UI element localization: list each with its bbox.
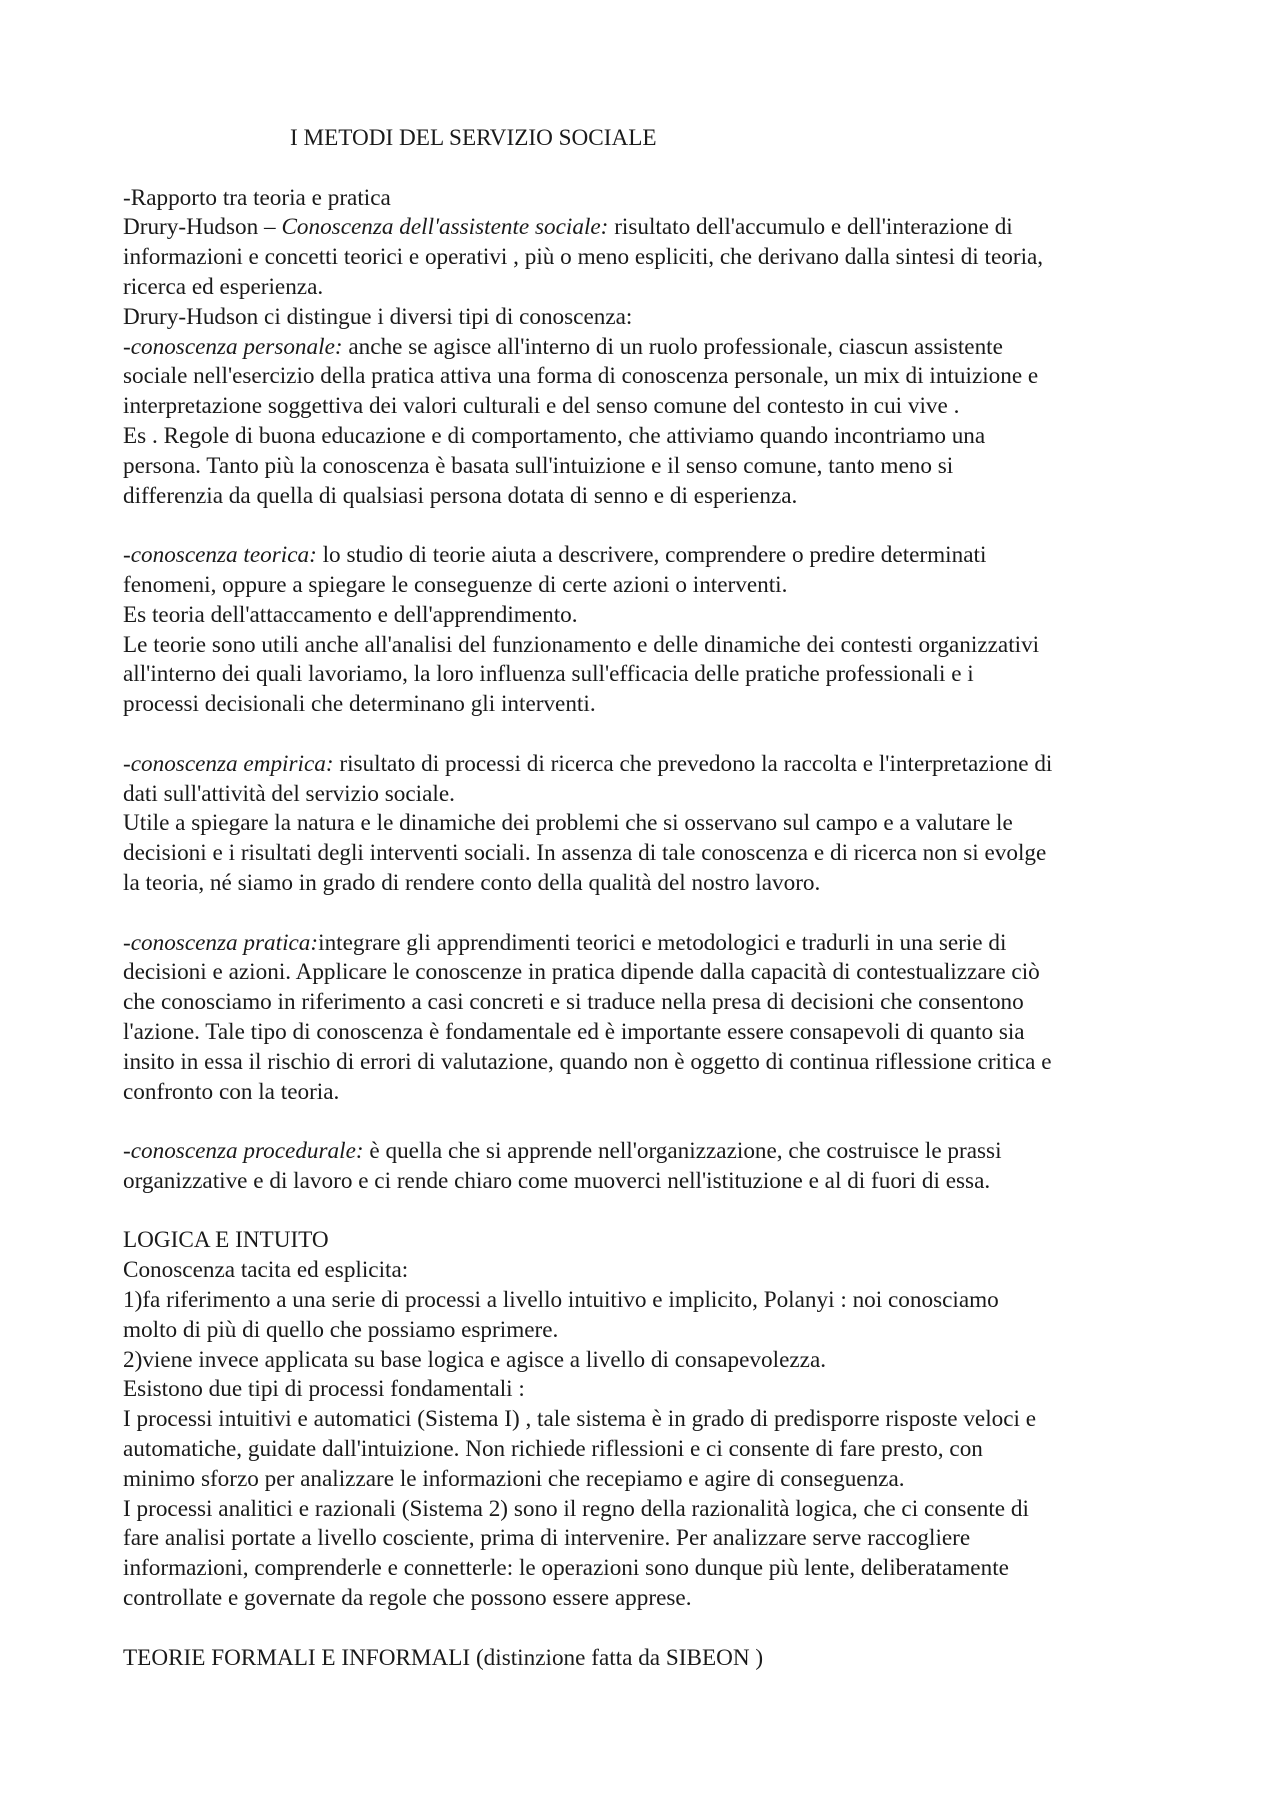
paragraph-line: persona. Tanto più la conoscenza è basata sull'intuizione e il senso comune, tanto meno si [123, 452, 954, 479]
blank-line [123, 1197, 1183, 1227]
term-conoscenza-pratica: -conoscenza pratica: [123, 929, 319, 956]
section-heading-rapporto: -Rapporto tra teoria e pratica [123, 184, 391, 211]
paragraph-line: insito in essa il rischio di errori di valutazione, quando non è oggetto di continua riflessione critica e [123, 1048, 1052, 1075]
paragraph-line: Esistono due tipi di processi fondamentali : [123, 1376, 525, 1403]
paragraph-line: Conoscenza tacita ed esplicita: [123, 1257, 409, 1284]
paragraph-line: che conosciamo in riferimento a casi concreti e si traduce nella presa di decisioni che consentono [123, 989, 1024, 1016]
definition-line [123, 213, 1183, 243]
paragraph-line: all'interno dei quali lavoriamo, la loro influenza sull'efficacia delle pratiche professionali e i [123, 661, 974, 688]
definition-author: Drury-Hudson – [123, 214, 282, 241]
paragraph-line: informazioni, comprenderle e connetterle: le operazioni sono dunque più lente, deliberatamente [123, 1555, 1009, 1582]
paragraph-line: confronto con la teoria. [123, 1078, 340, 1105]
paragraph-line: minimo sforzo per analizzare le informazioni che recepiamo e agire di conseguenza. [123, 1465, 905, 1492]
paragraph-text: anche se agisce all'interno di un ruolo professionale, ciascun assistente [342, 333, 1003, 360]
term-conoscenza-empirica: -conoscenza empirica: [123, 750, 334, 777]
paragraph-line: molto di più di quello che possiamo esprimere. [123, 1316, 559, 1343]
paragraph-text: lo studio di teorie aiuta a descrivere, comprendere o predire determinati [316, 542, 987, 569]
term-conoscenza-personale: -conoscenza personale: [123, 333, 343, 360]
paragraph-line: organizzative e di lavoro e ci rende chiaro come muoverci nell'istituzione e al di fuori di essa. [123, 1167, 991, 1194]
blank-line [123, 899, 1183, 929]
paragraph-line: I processi analitici e razionali (Sistema 2) sono il regno della razionalità logica, che ci consente di [123, 1495, 1029, 1522]
blank-line [123, 1614, 1183, 1644]
paragraph-line: Le teorie sono utili anche all'analisi del funzionamento e delle dinamiche dei contesti organizzativi [123, 631, 1040, 658]
paragraph-text: integrare gli apprendimenti teorici e metodologici e tradurli in una serie di [318, 929, 1007, 956]
conoscenza-teorica-line [123, 541, 1183, 571]
paragraph-line: ricerca ed esperienza. [123, 273, 324, 300]
definition-term: Conoscenza dell'assistente sociale: [281, 214, 609, 241]
paragraph-text: è quella che si apprende nell'organizzazione, che costruisce le prassi [363, 1138, 1002, 1165]
paragraph-line: decisioni e azioni. Applicare le conoscenze in pratica dipende dalla capacità di contestualizzare ciò [123, 959, 1040, 986]
paragraph-line: 1)fa riferimento a una serie di processi a livello intuitivo e implicito, Polanyi : noi conosciamo [123, 1287, 999, 1314]
paragraph-line: dati sull'attività del servizio sociale. [123, 780, 455, 807]
paragraph-line: Es teoria dell'attaccamento e dell'apprendimento. [123, 601, 578, 628]
paragraph-line: informazioni e concetti teorici e operativi , più o meno espliciti, che derivano dalla sintesi di teoria, [123, 244, 1044, 271]
blank-line [123, 1107, 1183, 1137]
conoscenza-pratica-line [123, 929, 1183, 959]
definition-text: risultato dell'accumulo e dell'interazione di [608, 214, 1013, 241]
paragraph-line: sociale nell'esercizio della pratica attiva una forma di conoscenza personale, un mix di intuizione e [123, 363, 1039, 390]
paragraph-line: I processi intuitivi e automatici (Sistema I) , tale sistema è in grado di predisporre risposte veloci e [123, 1406, 1037, 1433]
paragraph-line: processi decisionali che determinano gli interventi. [123, 691, 596, 718]
blank-line [123, 511, 1183, 541]
paragraph-line: decisioni e i risultati degli interventi sociali. In assenza di tale conoscenza e di ricerca non si evolge [123, 840, 1047, 867]
paragraph-line: 2)viene invece applicata su base logica e agisce a livello di consapevolezza. [123, 1346, 827, 1373]
paragraph-line: interpretazione soggettiva dei valori culturali e del senso comune del contesto in cui vive . [123, 393, 960, 420]
conoscenza-personale-line [123, 333, 1183, 363]
paragraph-line: fare analisi portate a livello cosciente, prima di intervenire. Per analizzare serve raccogliere [123, 1525, 971, 1552]
paragraph-line: Utile a spiegare la natura e le dinamiche dei problemi che si osservano sul campo e a valutare le [123, 810, 1013, 837]
paragraph-text: risultato di processi di ricerca che prevedono la raccolta e l'interpretazione di [333, 750, 1053, 777]
blank-line [123, 154, 1183, 184]
term-conoscenza-teorica: -conoscenza teorica: [123, 542, 317, 569]
paragraph-line: l'azione. Tale tipo di conoscenza è fondamentale ed è importante essere consapevoli di quanto sia [123, 1018, 1025, 1045]
paragraph-line: Es . Regole di buona educazione e di comportamento, che attiviamo quando incontriamo una [123, 422, 986, 449]
paragraph-line: controllate e governate da regole che possono essere apprese. [123, 1585, 692, 1612]
paragraph-line: automatiche, guidate dall'intuizione. Non richiede riflessioni e ci consente di fare presto, con [123, 1436, 983, 1463]
section-heading-logica: LOGICA E INTUITO [123, 1227, 329, 1254]
document-body [123, 124, 1183, 1673]
paragraph-line: fenomeni, oppure a spiegare le conseguenze di certe azioni o interventi. [123, 571, 788, 598]
section-heading-teorie: TEORIE FORMALI E INFORMALI (distinzione fatta da SIBEON ) [123, 1644, 764, 1671]
paragraph-line: differenzia da quella di qualsiasi persona dotata di senno e di esperienza. [123, 482, 798, 509]
conoscenza-procedurale-line [123, 1137, 1183, 1167]
conoscenza-empirica-line [123, 750, 1183, 780]
paragraph-line: la teoria, né siamo in grado di rendere conto della qualità del nostro lavoro. [123, 869, 821, 896]
term-conoscenza-procedurale: -conoscenza procedurale: [123, 1138, 364, 1165]
document-title: I METODI DEL SERVIZIO SOCIALE [290, 125, 657, 151]
blank-line [123, 720, 1183, 750]
paragraph-line: Drury-Hudson ci distingue i diversi tipi di conoscenza: [123, 303, 633, 330]
